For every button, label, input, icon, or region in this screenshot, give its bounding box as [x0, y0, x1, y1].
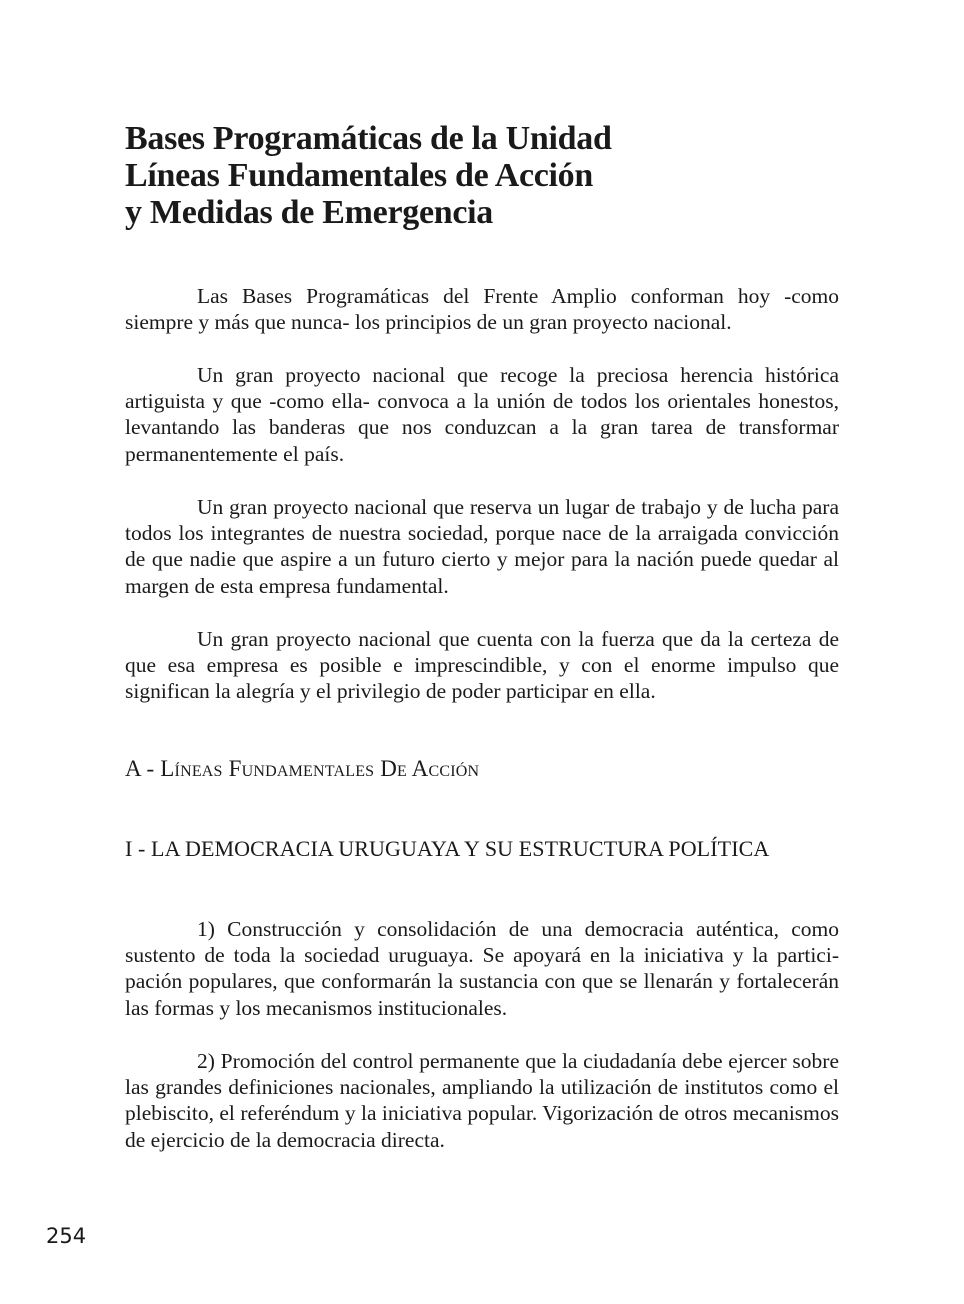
- title-line-3: y Medidas de Emergencia: [125, 194, 493, 231]
- intro-paragraph-3: Un gran proyecto nacional que reserva un lugar de trabajo y de lucha para todos los integrantes de nuestra sociedad, porque nace de la arraigada convicción de que nadie que aspire a un futuro cierto y mejor para la nación puede quedar al margen de esta empresa fundamental.: [125, 495, 839, 598]
- intro-paragraph-4: Un gran proyecto nacional que cuenta con la fuerza que da la certeza de que esa empresa es posible e imprescindible, y con el enorme impulso que significan la alegría y el privilegio de poder participar en ella.: [125, 627, 839, 704]
- document-title: [125, 120, 839, 231]
- title-line-2: Líneas Fundamentales de Acción: [125, 157, 593, 194]
- section-heading-i: I - LA DEMOCRACIA URUGUAYA Y SU ESTRUCTURA POLÍTICA: [125, 836, 770, 861]
- intro-paragraph-2: Un gran proyecto nacional que recoge la preciosa herencia histórica artiguista y que -como ella- convoca a la unión de todos los orientales honestos, levantando las banderas que nos conduzcan a la gran tarea de transformar permanentemente el país.: [125, 363, 839, 466]
- section-heading-a: A - Líneas Fundamentales De Acción: [125, 756, 480, 781]
- intro-paragraph-1: Las Bases Programáticas del Frente Amplio conforman hoy -como siempre y más que nunca- los principios de un gran proyecto nacional.: [125, 284, 839, 335]
- item-paragraph-2: 2) Promoción del control permanente que la ciudadanía debe ejercer sobre las grandes definiciones nacionales, ampliando la utilización de institutos como el plebiscito, el referéndum y la iniciativa popular. Vigorización de otros mecanismos de ejercicio de la democracia directa.: [125, 1049, 839, 1152]
- title-line-1: Bases Programáticas de la Unidad: [125, 120, 612, 157]
- item-paragraph-1: 1) Construcción y consolidación de una democracia auténtica, como sustento de toda la sociedad uruguaya. Se apoyará en la iniciativa y la participación populares, que conformarán la sustancia con que se llenarán y fortalecerán las formas y los mecanismos institucionales.: [125, 917, 839, 1020]
- page-number: 254: [46, 1224, 87, 1248]
